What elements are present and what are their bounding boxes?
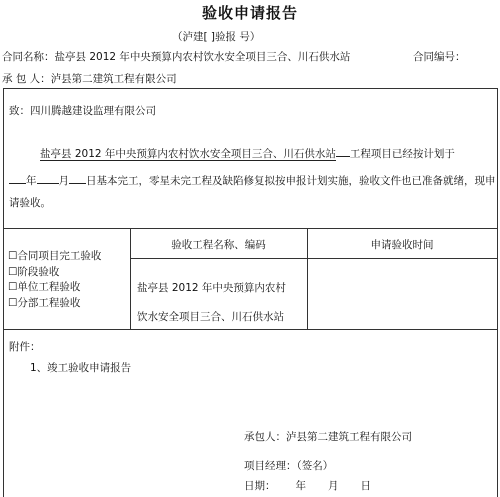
frame-top-border	[3, 88, 498, 89]
paragraph-text-1: 工程项目已经按计划于	[349, 148, 455, 160]
paragraph-year: 年	[26, 175, 37, 187]
sign-manager-value: （签名）	[296, 460, 334, 472]
table-header-divider	[130, 258, 497, 259]
checkbox-label: 单位工程验收	[17, 281, 81, 293]
sign-manager-row	[244, 458, 333, 473]
checkbox-item-unit[interactable]: ☐单位工程验收	[8, 281, 81, 293]
paragraph-line-3	[9, 195, 51, 210]
contractor-label: 承 包 人：	[2, 73, 51, 85]
document-number: （泸建[ ]验报 号）	[172, 31, 261, 43]
table-top-border	[3, 228, 498, 229]
paragraph-project-name: 盐亭县 2012 年中央预算内农村饮水安全项目三合、川石供水站	[40, 148, 336, 160]
sign-date-month: 月	[328, 480, 339, 492]
contract-name-value: 盐亭县 2012 年中央预算内农村饮水安全项目三合、川石供水站	[54, 51, 351, 63]
contractor-value: 泸县第二建筑工程有限公司	[50, 73, 177, 85]
addressee-label: 致：	[9, 105, 30, 117]
checkbox-item-completion[interactable]: ☐合同项目完工验收	[8, 250, 102, 262]
sign-contractor-label: 承包人：	[244, 431, 286, 443]
sign-date-row	[244, 478, 371, 493]
sign-date-day: 日	[360, 480, 371, 492]
paragraph-line-1	[40, 145, 455, 161]
table-header-project: 验收工程名称、编码	[171, 239, 266, 251]
sign-contractor-value: 泸县第二建筑工程有限公司	[286, 431, 412, 443]
attachment-item: 1、竣工验收申请报告	[30, 362, 132, 374]
checkbox-label: 合同项目完工验收	[17, 250, 102, 262]
checkbox-label: 阶段验收	[17, 265, 60, 278]
contract-name-row	[2, 49, 350, 64]
checkbox-label: 分部工程验收	[17, 296, 81, 309]
contract-number-label: 合同编号：	[413, 51, 466, 63]
paragraph-line-2	[9, 172, 496, 188]
contract-name-label: 合同名称：	[2, 51, 55, 63]
document-title: 验收申请报告	[201, 4, 298, 22]
paragraph-month: 月	[58, 175, 69, 187]
sign-contractor-row	[244, 429, 412, 444]
table-project-line-1: 盐亭县 2012 年中央预算内农村	[137, 282, 286, 294]
checkbox-item-stage[interactable]: ☐阶段验收	[8, 265, 60, 278]
table-project-line-2: 饮水安全项目三合、川石供水站	[137, 311, 284, 323]
contractor-row	[2, 71, 177, 86]
table-project-name	[137, 274, 286, 332]
sign-manager-label: 项目经理：	[244, 460, 297, 472]
paragraph-text-2: 日基本完工，零星未完工程及缺陷修复拟按申报计划实施，验收文件也已准备就绪，现申	[86, 175, 496, 187]
paragraph-text-3: 请验收。	[9, 197, 51, 209]
checkbox-list	[8, 249, 101, 311]
frame-left-border	[3, 88, 4, 497]
sign-date-label: 日期：	[244, 480, 276, 492]
attachments-label: 附件：	[9, 341, 41, 353]
checkbox-item-division[interactable]: ☐分部工程验收	[8, 296, 81, 309]
frame-right-border	[497, 88, 498, 497]
addressee-row	[9, 103, 156, 118]
addressee-value: 四川腾越建设监理有限公司	[30, 105, 156, 117]
sign-date-year: 年	[295, 480, 306, 492]
table-header-time: 申请验收时间	[370, 239, 434, 251]
